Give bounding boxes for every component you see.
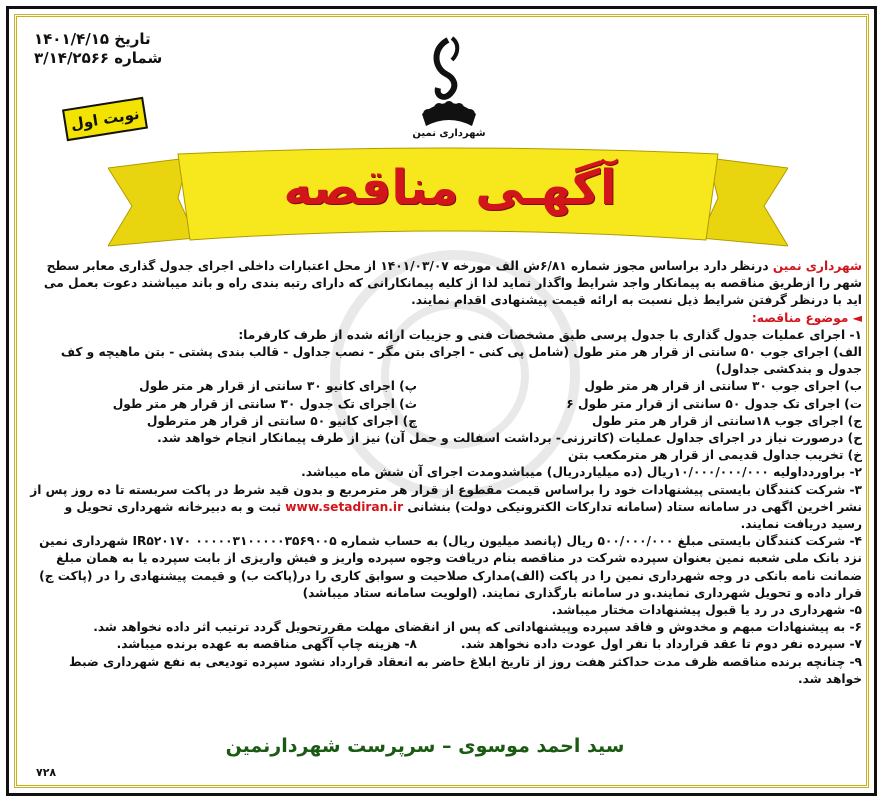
item-3-text-b: ثبت و به دبیرخانه شهرداری تحویل و رسید دریافت نمایند. <box>64 499 862 532</box>
item-3 <box>30 482 862 534</box>
item-2: ۲- براوردداولیه ۱۰/۰۰۰/۰۰۰/۰۰۰ریال (ده میلیاردریال) میباشدومدت اجرای آن شش ماه میباشد. <box>301 465 862 480</box>
items-row-2 <box>30 396 862 413</box>
item-pe: پ) اجرای کانیو ۳۰ سانتی از قرار هر متر طول <box>139 379 417 394</box>
items-row-3 <box>30 413 862 430</box>
signature: سید احمد موسوی – سرپرست شهردارنمین <box>225 735 625 757</box>
logo-caption: شهرداری نمین <box>412 128 486 139</box>
item-6: ۶- به پیشنهادات مبهم و مخدوش و فاقد سپرده وپیشنهاداتی که پس از انقضای مهلت مقررتحویل گردد ترتیب اثر داده نخواهد شد. <box>93 620 862 635</box>
item-che: چ) اجرای کانیو ۵۰ سانتی از قرار هر مترطول <box>146 413 417 428</box>
page-number: ۷۲۸ <box>36 766 57 779</box>
item-3-text-a: ۳- شرکت کنندگان بایستی پیشنهادات خود را براساس قیمت مقطوع از قرار هر مترمربع و بدون قید شرط در پاکت سربسته تا ده روز پس از نشر اخرین اگهی در سامانه ستاد (سامانه تدارکات الکترونیکی دولت) بنشانی <box>30 482 862 514</box>
item-he: ح) درصورت نیاز در اجرای جداول عملیات (کاترزنی- برداشت اسفالت و حمل آن) نیز از طرف پیمانکار انجام خواهد شد. <box>157 431 862 446</box>
item-be: ب) اجرای جوب ۳۰ سانتی از قرار هر متر طول <box>584 379 862 394</box>
intro-text: درنظر دارد براساس مجوز شماره ۶/۸۱ش الف مورخه ۱۴۰۱/۰۳/۰۷ از محل اعتبارات داخلی اجرای جدول گذاری معابر سطح شهر را ازطریق مناقصه به پیمانکار واجد شرایط واگذار نماید لذا از کلیه پیمانکارانی که دارای رتبه بندی راه و باند میباشند دعوت بعمل می اید با درنظر گرفتن شرایط ذیل نسبت به ارائه قیمت پیشنهادی اقدام نمایند. <box>43 259 862 308</box>
items-row-4 <box>30 636 862 653</box>
date-block <box>34 30 162 68</box>
date-line: تاریخ ۱۴۰۱/۴/۱۵ <box>34 30 151 48</box>
item-4: ۴- شرکت کنندگان بایستی مبلغ ۵۰۰/۰۰۰/۰۰۰ ریال (پانصد میلیون ریال) به حساب شماره ۰۰۰۰۰۳۱۰۰۰۰۰۳۵۶۹۰۰۵ IR۵۲۰۱۷۰ شهرداری نمین نزد بانک ملی شعبه نمین بعنوان سپرده شرکت در مناقصه بنام دریافت وجوه سپرده واریز و فیش واریزی از بابت سپرده یا به همان مبلغ ضمانت نامه بانکی در وجه شهرداری نمین را در پاکت (الف)مدارک صلاحیت و سوابق کاری را در(پاکت ب) و قیمت پیشنهادی را در (پاکت ج) قرار داده و تحویل شهرداری نمایند.و در سامانه بارگذاری نمایند. (اولویت سامانه ستاد میباشد) <box>39 534 862 600</box>
municipality-logo-icon <box>414 34 484 139</box>
item-1: ۱- اجرای عملیات جدول گذاری با جدول پرسی طبق مشخصات فنی و جزییات ارائه شده از طرف کارفرما: <box>238 327 862 342</box>
page-title: آگهـی مناقصه <box>283 160 617 216</box>
item-7: ۷- سپرده نفر دوم تا عقد قرارداد با نفر اول عودت داده نخواهد شد. <box>460 637 862 652</box>
intro-paragraph <box>30 258 862 310</box>
item-5: ۵- شهرداری در رد یا قبول پیشنهادات مختار میباشد. <box>551 603 862 618</box>
item-te: ت) اجرای تک جدول ۵۰ سانتی از قرار متر طول ۶ <box>566 396 862 411</box>
item-khe: خ) تخریب جداول قدیمی از قرار هر مترمکعب بتن <box>568 448 862 463</box>
org-name: شهرداری نمین <box>772 259 862 273</box>
item-9: ۹- چنانچه برنده مناقصه ظرف مدت حداکثر هفت روز از تاریخ ابلاغ حاضر به انعقاد قرارداد نشود سپرده تودیعی به نفع شهرداری ضبط خواهد شد. <box>68 654 862 686</box>
number-line: شماره ۳/۱۴/۲۵۶۶ <box>34 49 163 67</box>
notice-body <box>30 258 862 688</box>
first-round-badge: نوبت اول <box>62 97 148 141</box>
setadiran-link[interactable]: www.setadiran.ir <box>285 499 404 514</box>
item-alef: الف) اجرای جوب ۵۰ سانتی از قرار هر متر طول (شامل پی کنی - اجرای بتن مگر - نصب جداول - قالب بندی پشتی - بتن ماهیچه و کف جدول و بندکشی جداول) <box>60 345 862 377</box>
item-jim: ج) اجرای جوب ۱۸سانتی از قرار هر متر طول <box>592 413 862 428</box>
subject-heading: ◄ موضوع مناقصه: <box>751 310 862 325</box>
item-8: ۸- هزینه چاپ آگهی مناقصه به عهده برنده میباشد. <box>116 637 417 652</box>
item-se: ث) اجرای تک جدول ۳۰ سانتی از قرار هر متر طول <box>112 396 417 411</box>
items-row-1 <box>30 378 862 395</box>
